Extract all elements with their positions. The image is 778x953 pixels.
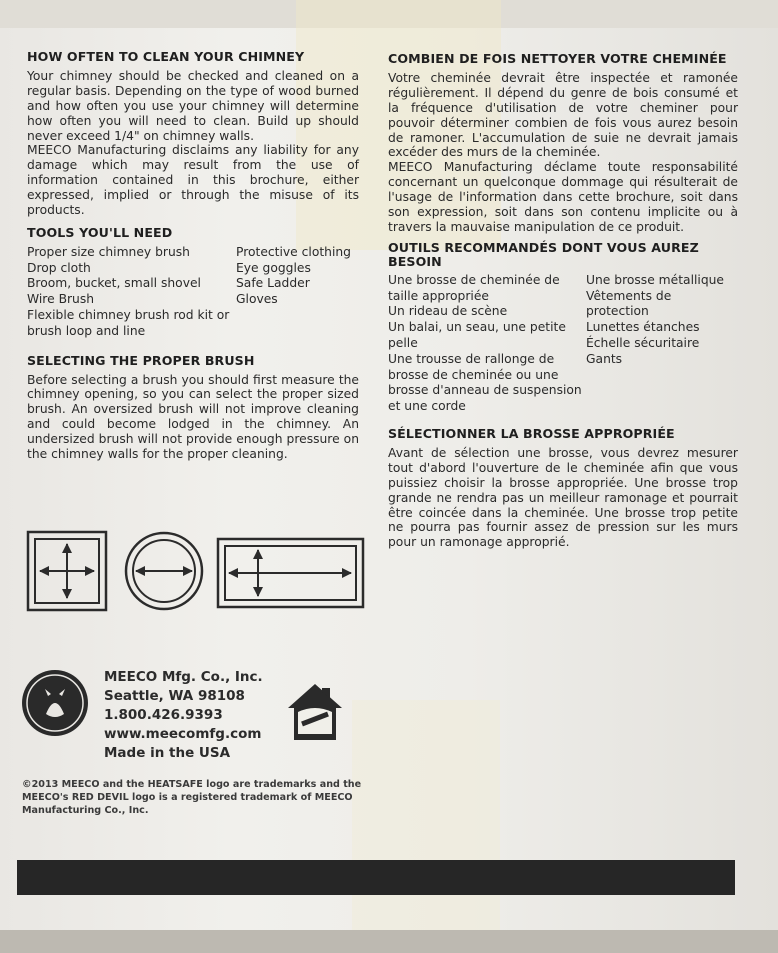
tool-item: Protective clothing [236,244,351,259]
heatsafe-logo [284,678,346,746]
tool-item: Vêtements de protection [586,288,672,319]
tool-item: Une brosse métallique [586,272,724,287]
tool-item: Broom, bucket, small shovel [27,276,201,291]
square-flue-diagram [28,532,106,610]
company-city: Seattle, WA 98108 [104,688,245,704]
black-print-bar [17,860,735,895]
tool-item: Gloves [236,292,278,307]
measurement-diagrams [26,530,366,612]
made-in-usa: Made in the USA [104,745,231,761]
tool-item: Un rideau de scène [388,304,508,319]
tool-item: Drop cloth [27,260,91,275]
tool-item: Gants [586,351,623,366]
trademark-notice: ©2013 MEECO and the HEATSAFE logo are trademarks and the MEECO's RED DEVIL logo is a registered trademark of MEECO Manufacturing Co., Inc. [22,779,362,817]
para-fr-disclaimer: MEECO Manufacturing déclame toute responsabilité concernant un quelconque dommage qui résulterait de l'usage de l'information dans cette brochure, soit dans son expression, soit dans son contenu implicite ou à travers la mauvaise manipulation de ce produit. [388,160,738,234]
heading-how-often-clean: HOW OFTEN TO CLEAN YOUR CHIMNEY [27,49,305,64]
tool-item: Flexible chimney brush rod kit or brush loop and line [27,308,230,338]
company-phone: 1.800.426.9393 [104,707,223,723]
french-column [388,52,738,550]
tool-item: Une brosse de cheminée de taille appropriée [388,272,560,303]
devil-icon [22,670,88,736]
para-fr-brush: Avant de sélection une brosse, vous devrez mesurer tout d'abord l'ouverture de le cheminée afin que vous puissiez choisir la brosse appropriée. Une brosse trop grande ne rendra pas un meilleur ramonage et pourrait être coincée dans la cheminée. Une brosse trop petite ne pourra pas fournir assez de pression sur les murs pour un ramonage approprié. [388,445,738,550]
tools-right-column [236,245,386,340]
round-flue-diagram [126,533,202,609]
red-devil-logo [22,670,88,736]
heading-combien-nettoyer: COMBIEN DE FOIS NETTOYER VOTRE CHEMINÉE [388,51,727,66]
rectangular-flue-diagram [218,539,363,607]
tool-item: Échelle sécuritaire [586,336,700,351]
english-column [27,50,359,462]
heading-selecting-brush: SELECTING THE PROPER BRUSH [27,352,255,368]
fr-tools-list [388,273,738,415]
box-bottom-edge [0,930,778,953]
tools-left-column [27,245,232,340]
heading-outils: OUTILS RECOMMANDÉS DONT VOUS AUREZ BESOIN [388,239,699,269]
fr-tools-left-column [388,273,586,415]
para-clean-basis: Your chimney should be checked and cleaned on a regular basis. Depending on the type of wood burned and how often you use your chimney will determine how often you will need to clean. Build up should never exceed 1/4" on chimney walls. [27,68,359,143]
para-selecting-brush: Before selecting a brush you should first measure the chimney opening, so you can select the proper sized brush. An oversized brush will not improve cleaning and could become lodged in the chimney. An undersized brush will not provide enough pressure on the chimney walls for the proper cleaning. [27,372,359,462]
para-fr-clean: Votre cheminée devrait être inspectée et ramonée régulièrement. Il dépend du genre de bois consumé et la fréquence d'utilisation de votre cheminer pour pouvoir déterminer combien de fois vous aurez besoin de ramoner. L'accumulation de suie ne devrait jamais excéder des murs de la cheminée. [388,70,738,160]
tools-list [27,245,359,340]
tool-item: Wire Brush [27,292,95,307]
para-disclaimer: MEECO Manufacturing disclaims any liability for any damage which may result from the use of information contained in this brochure, either expressed, implied or through the misuse of its products. [27,143,359,218]
company-name: MEECO Mfg. Co., Inc. [104,669,263,685]
fr-tools-right-column [586,273,736,415]
tool-item: Un balai, un seau, une petite pelle [388,320,566,351]
tool-item: Eye goggles [236,260,311,275]
tool-item: Safe Ladder [236,276,310,291]
tool-item: Lunettes étanches [586,320,700,335]
tool-item: Proper size chimney brush [27,244,190,259]
tool-item: Une trousse de rallonge de brosse de cheminée ou une brosse d'anneau de suspension et une corde [388,351,582,414]
heading-selectionner-brosse: SÉLECTIONNER LA BROSSE APPROPRIÉE [388,426,675,442]
company-website: www.meecomfg.com [104,726,262,742]
heading-tools-needed: TOOLS YOU'LL NEED [27,224,173,240]
packing-tape-bottom [352,700,500,950]
company-info [104,668,263,763]
